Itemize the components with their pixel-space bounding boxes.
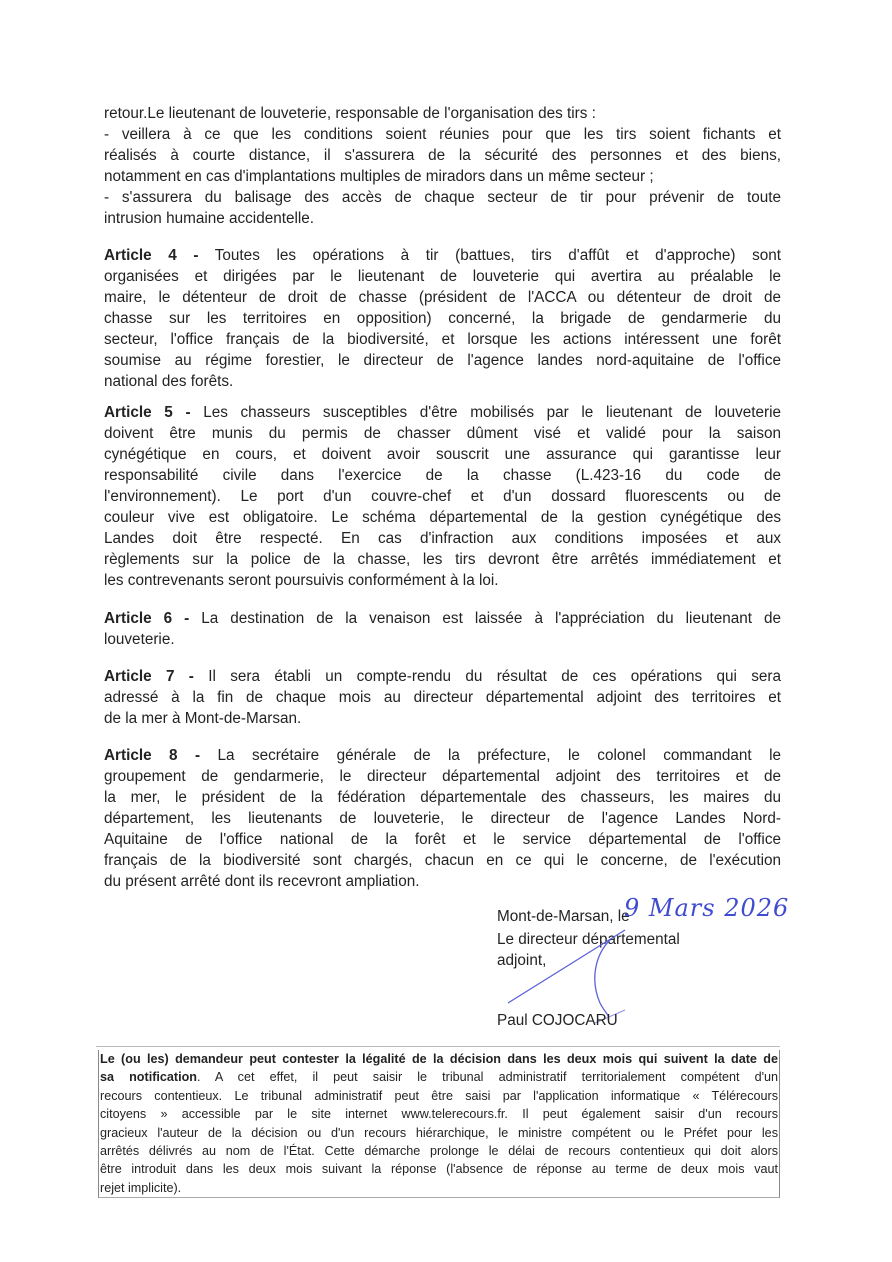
notice-bold-text: sa notification — [100, 1070, 197, 1085]
text-line: - s'assurera du balisage des accès de chaque secteur de tir pour prévenir de toute — [104, 189, 781, 206]
article-4 — [104, 245, 781, 392]
text-line: de la mer à Mont-de-Marsan. — [104, 710, 302, 727]
text-line: la mer, le président de la fédération départementale des chasseurs, les maires du — [104, 789, 781, 806]
signatory-title: Le directeur départemental — [497, 931, 680, 948]
article-label: Article 4 - — [104, 247, 199, 264]
text-line: règlements sur la police de la chasse, les tirs devront être arrêtés immédiatement et — [104, 551, 781, 568]
article-8 — [104, 745, 781, 892]
text-line: couleur vive est obligatoire. Le schéma départemental de la gestion cynégétique des — [104, 509, 781, 526]
text-line: arrêtés délivrés au nom de l'État. Cette démarche prolonge le délai de recours contentieux qui doit alors — [100, 1143, 778, 1158]
signatory-name: Paul COJOCARU — [497, 1012, 618, 1029]
article-label: Article 6 - — [104, 610, 190, 627]
text-line: l'environnement). Le port d'un couvre-chef et d'un dossard fluorescents ou de — [104, 488, 781, 505]
text-line: français de la biodiversité sont chargés, chacun en ce qui le concerne, de l'exécution — [104, 852, 781, 869]
text-line: louveterie. — [104, 631, 175, 648]
text-line: rejet implicite). — [100, 1180, 182, 1195]
text-line: adressé à la fin de chaque mois au directeur départemental adjoint des territoires et — [104, 689, 781, 706]
text-line: être introduit dans les deux mois suivant la réponse (l'absence de réponse au terme de deux mois vaut — [100, 1162, 778, 1177]
divider — [96, 1046, 780, 1047]
signatory-title-2: adjoint, — [497, 952, 547, 969]
text-line: groupement de gendarmerie, le directeur départemental adjoint des territoires et de — [104, 768, 781, 785]
article-6 — [104, 608, 781, 650]
text-line: réalisés à courte distance, il s'assurera de la sécurité des personnes et des biens, — [104, 147, 781, 164]
text-line: organisées et dirigées par le lieutenant de louveterie qui avertira au préalable le — [104, 268, 781, 285]
text-line: . A cet effet, il peut saisir le tribunal administratif territorialement compétent d'un — [196, 1070, 778, 1085]
text-line: cynégétique en cours, et doivent avoir souscrit une assurance qui garantisse leur — [104, 446, 781, 463]
text-line: national des forêts. — [104, 373, 234, 390]
text-line: chasse sur les territoires en opposition) concerné, la brigade de gendarmerie du — [104, 310, 781, 327]
article-label: Article 8 - — [104, 747, 201, 764]
signature-place: Mont-de-Marsan, le — [497, 908, 630, 925]
appeal-notice — [98, 1050, 780, 1198]
text-line: doivent être munis du permis de chasser dûment visé et validé pour la saison — [104, 425, 781, 442]
text-line: Aquitaine de l'office national de la forêt et le service départemental de l'office — [104, 831, 781, 848]
text-line: Toutes les opérations à tir (battues, tirs d'affût et d'approche) sont — [198, 247, 781, 264]
text-line: les contrevenants seront poursuivis conformément à la loi. — [104, 572, 499, 589]
text-line: soumise au régime forestier, le directeur de l'agence landes nord-aquitaine de l'office — [104, 352, 781, 369]
article-label: Article 5 - — [104, 404, 191, 421]
text-line: Il sera établi un compte-rendu du résultat de ces opérations qui sera — [193, 668, 781, 685]
text-line: recours contentieux. Le tribunal administratif peut être saisi par l'application informatique « Télérecours — [100, 1088, 778, 1103]
handwritten-date: 9 Mars 2026 — [624, 894, 790, 922]
article-label: Article 7 - — [104, 668, 194, 685]
text-line: gracieux l'auteur de la décision ou d'un recours hiérarchique, le ministre compétent ou le Préfet pour les — [100, 1125, 778, 1140]
text-line: retour.Le lieutenant de louveterie, responsable de l'organisation des tirs : — [104, 105, 596, 122]
text-line: citoyens » accessible par le site internet www.telerecours.fr. Il peut également saisir d'un recours — [100, 1107, 778, 1122]
text-line: intrusion humaine accidentelle. — [104, 210, 315, 227]
text-line: Les chasseurs susceptibles d'être mobilisés par le lieutenant de louveterie — [190, 404, 781, 421]
text-line: La destination de la venaison est laissée à l'appréciation du lieutenant de — [189, 610, 781, 627]
text-line: - veillera à ce que les conditions soient réunies pour que les tirs soient fichants et — [104, 126, 781, 143]
text-line: secteur, l'office français de la biodiversité, et lorsque les actions intéressent une forêt — [104, 331, 781, 348]
notice-bold-text: Le (ou les) demandeur peut contester la légalité de la décision dans les deux mois qui suivent la date de — [100, 1052, 778, 1066]
text-line: département, les lieutenants de louveterie, le directeur de l'agence Landes Nord- — [104, 810, 781, 827]
article-5 — [104, 402, 781, 591]
text-line: Landes doit être respecté. En cas d'infraction aux conditions imposées et aux — [104, 530, 781, 547]
text-line: notamment en cas d'implantations multiples de miradors dans un même secteur ; — [104, 168, 654, 185]
article-7 — [104, 666, 781, 729]
text-line: responsabilité civile dans l'exercice de la chasse (L.423-16 du code de — [104, 467, 781, 484]
intro-paragraph — [104, 103, 781, 229]
text-line: du présent arrêté dont ils recevront ampliation. — [104, 873, 420, 890]
text-line: maire, le détenteur de droit de chasse (président de l'ACCA ou détenteur de droit de — [104, 289, 781, 306]
text-line: La secrétaire générale de la préfecture, le colonel commandant le — [200, 747, 781, 764]
